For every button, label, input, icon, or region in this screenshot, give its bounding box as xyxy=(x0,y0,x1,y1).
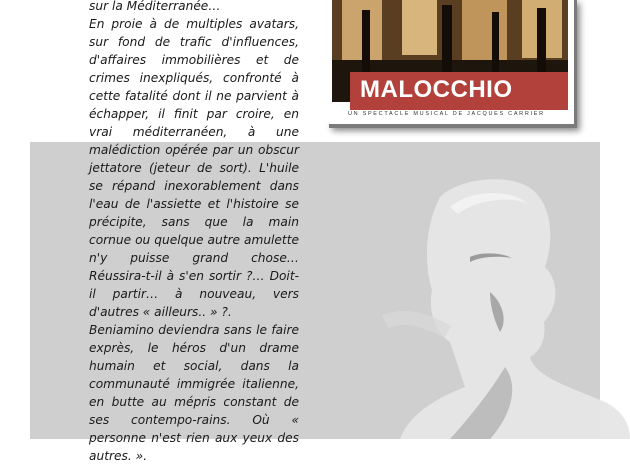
poster-subtitle: UN SPECTACLE MUSICAL DE JACQUES CARRIER xyxy=(348,111,545,117)
malocchio-poster xyxy=(326,0,574,124)
article-text xyxy=(89,0,299,465)
poster-title: MALOCCHIO xyxy=(360,76,513,103)
paragraph-1: En proie à de multiples avatars, sur fond de trafic d'influences, d'affaires immobilières et de crimes inexpliqués, confronté à cette fatalité dont il ne parvient à échapper, il finit par croire, en vrai méditerranéen, à une malédiction opérée par un obscur jettatore (jeteur de sort). L'huile se répand inexorablement dans l'eau de l'assiette et l'histoire se précipite, sans que la main cornue ou quelque autre amulette n'y puisse grand chose… Réussira-t-il à s'en sortir ?… Doit-il partir… à nouveau, vers d'autres « ailleurs.. » ?. xyxy=(89,17,299,319)
portrait-silhouette xyxy=(330,172,630,439)
paragraph-2: Beniamino deviendra sans le faire exprès, le héros d'un drame humain et social, dans la communauté immigrée italienne, en butte au mépris constant de ses contempo-rains. Où « personne n'est rien aux yeux des autres. ». xyxy=(89,323,299,463)
lead-line: sur la Méditerranée… xyxy=(89,0,221,13)
